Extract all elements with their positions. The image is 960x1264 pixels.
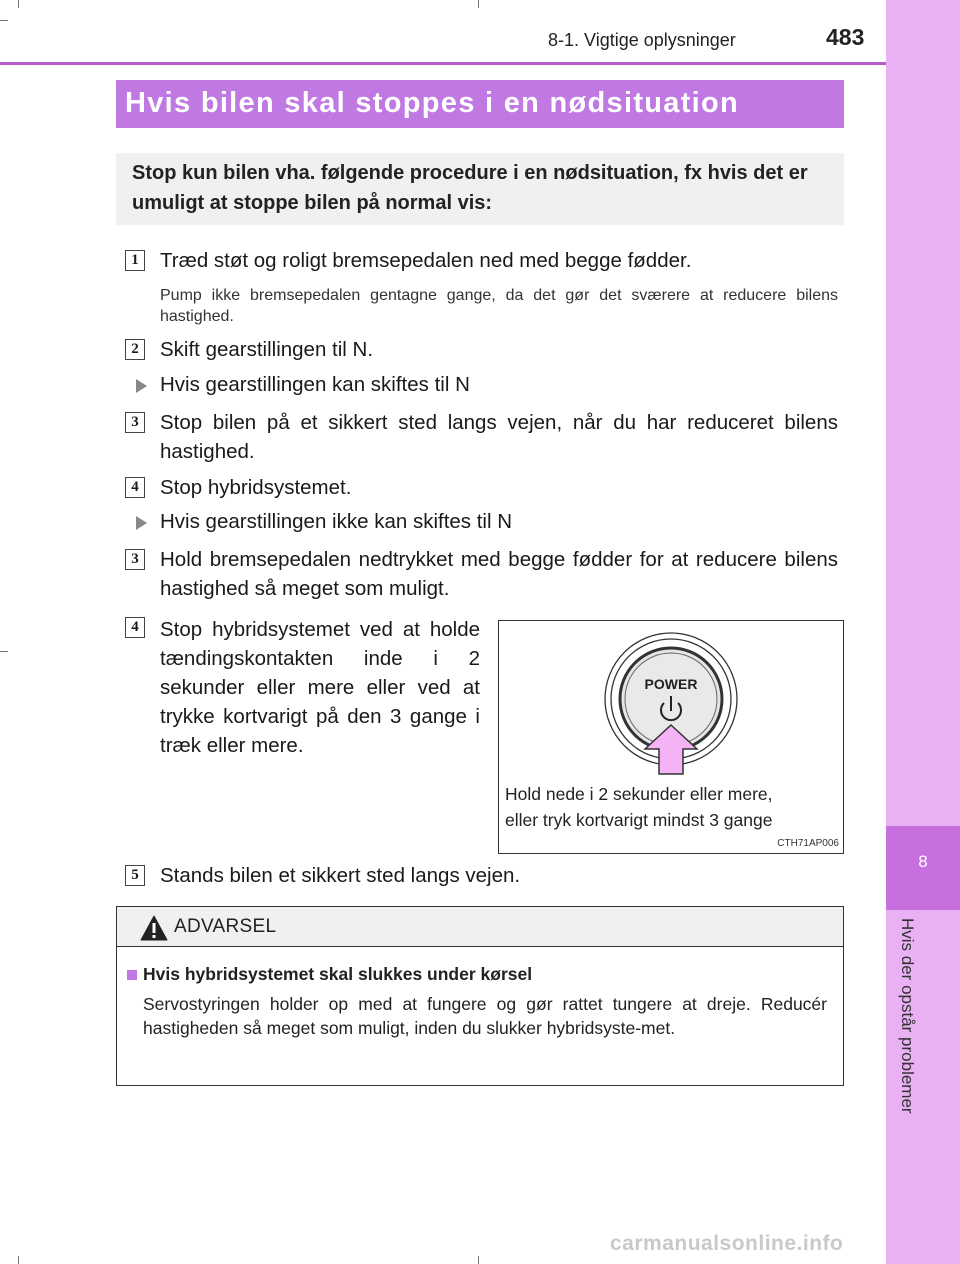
watermark: carmanualsonline.info — [610, 1232, 844, 1255]
condition-arrow-icon — [136, 379, 147, 393]
figure-code: CTH71AP006 — [777, 838, 839, 849]
warning-label: ADVARSEL — [174, 916, 277, 937]
step-number-badge: 1 — [125, 250, 145, 271]
warning-heading: Hvis hybridsystemet skal slukkes under kørsel — [143, 964, 533, 984]
condition-heading: Hvis gearstillingen ikke kan skiftes til N — [160, 510, 513, 533]
header-divider — [0, 62, 886, 65]
crop-mark — [478, 1256, 479, 1264]
warning-box — [116, 906, 844, 1086]
step-number-badge: 3 — [125, 412, 145, 433]
step-text: Stop bilen på et sikkert sted langs vejen, når du har reduceret bilens hastighed. — [160, 411, 838, 463]
bullet-square-icon — [127, 970, 137, 980]
step-text: Stands bilen et sikkert sted langs vejen. — [160, 864, 521, 887]
warning-header — [117, 907, 843, 947]
step-text: Stop hybridsystemet ved at holde tændingskontakten inde i 2 sekunder eller mere eller ved at trykke kortvarigt på den 3 gange i træk eller mere. — [160, 618, 480, 757]
header-section-title: 8-1. Vigtige oplysninger — [548, 30, 736, 50]
figure-caption — [505, 781, 835, 833]
crop-mark — [18, 0, 19, 8]
step-text: Stop hybridsystemet. — [160, 476, 352, 499]
crop-mark — [0, 20, 8, 21]
power-button-figure — [498, 620, 844, 854]
power-button-label: POWER — [644, 676, 698, 692]
condition-heading: Hvis gearstillingen kan skiftes til N — [160, 373, 470, 396]
step-text: Skift gearstillingen til N. — [160, 338, 374, 361]
step-number-badge: 3 — [125, 549, 145, 570]
crop-mark — [0, 651, 8, 652]
warning-triangle-icon — [139, 914, 169, 942]
intro-box: Stop kun bilen vha. følgende procedure i en nødsituation, fx hvis det er umuligt at stoppe bilen på normal vis: — [116, 153, 844, 225]
step-number-badge: 4 — [125, 617, 145, 638]
side-chapter-number: 8 — [918, 852, 928, 871]
step-text: Hold bremsepedalen nedtrykket med begge fødder for at reducere bilens hastighed så meget som muligt. — [160, 548, 838, 600]
step-number-badge: 2 — [125, 339, 145, 360]
figure-caption-line: Hold nede i 2 sekunder eller mere, — [505, 784, 773, 804]
crop-mark — [18, 1256, 19, 1264]
side-chapter-title: Hvis der opstår problemer — [898, 918, 917, 1114]
page-number: 483 — [826, 24, 865, 50]
page-title: Hvis bilen skal stoppes i en nødsituation — [116, 80, 844, 128]
crop-mark — [478, 0, 479, 8]
step-note: Pump ikke bremsepedalen gentagne gange, da det gør det sværere at reducere bilens hastighed. — [160, 287, 838, 325]
step-number-badge: 5 — [125, 865, 145, 886]
warning-body: Servostyringen holder op med at fungere og gør rattet tungere at dreje. Reducér hastigheden så meget som muligt, inden du slukker hybridsyste-met. — [143, 994, 827, 1038]
step-number-badge: 4 — [125, 477, 145, 498]
figure-caption-line: eller tryk kortvarigt mindst 3 gange — [505, 810, 773, 830]
condition-arrow-icon — [136, 516, 147, 530]
step-text: Træd støt og roligt bremsepedalen ned med begge fødder. — [160, 249, 692, 272]
